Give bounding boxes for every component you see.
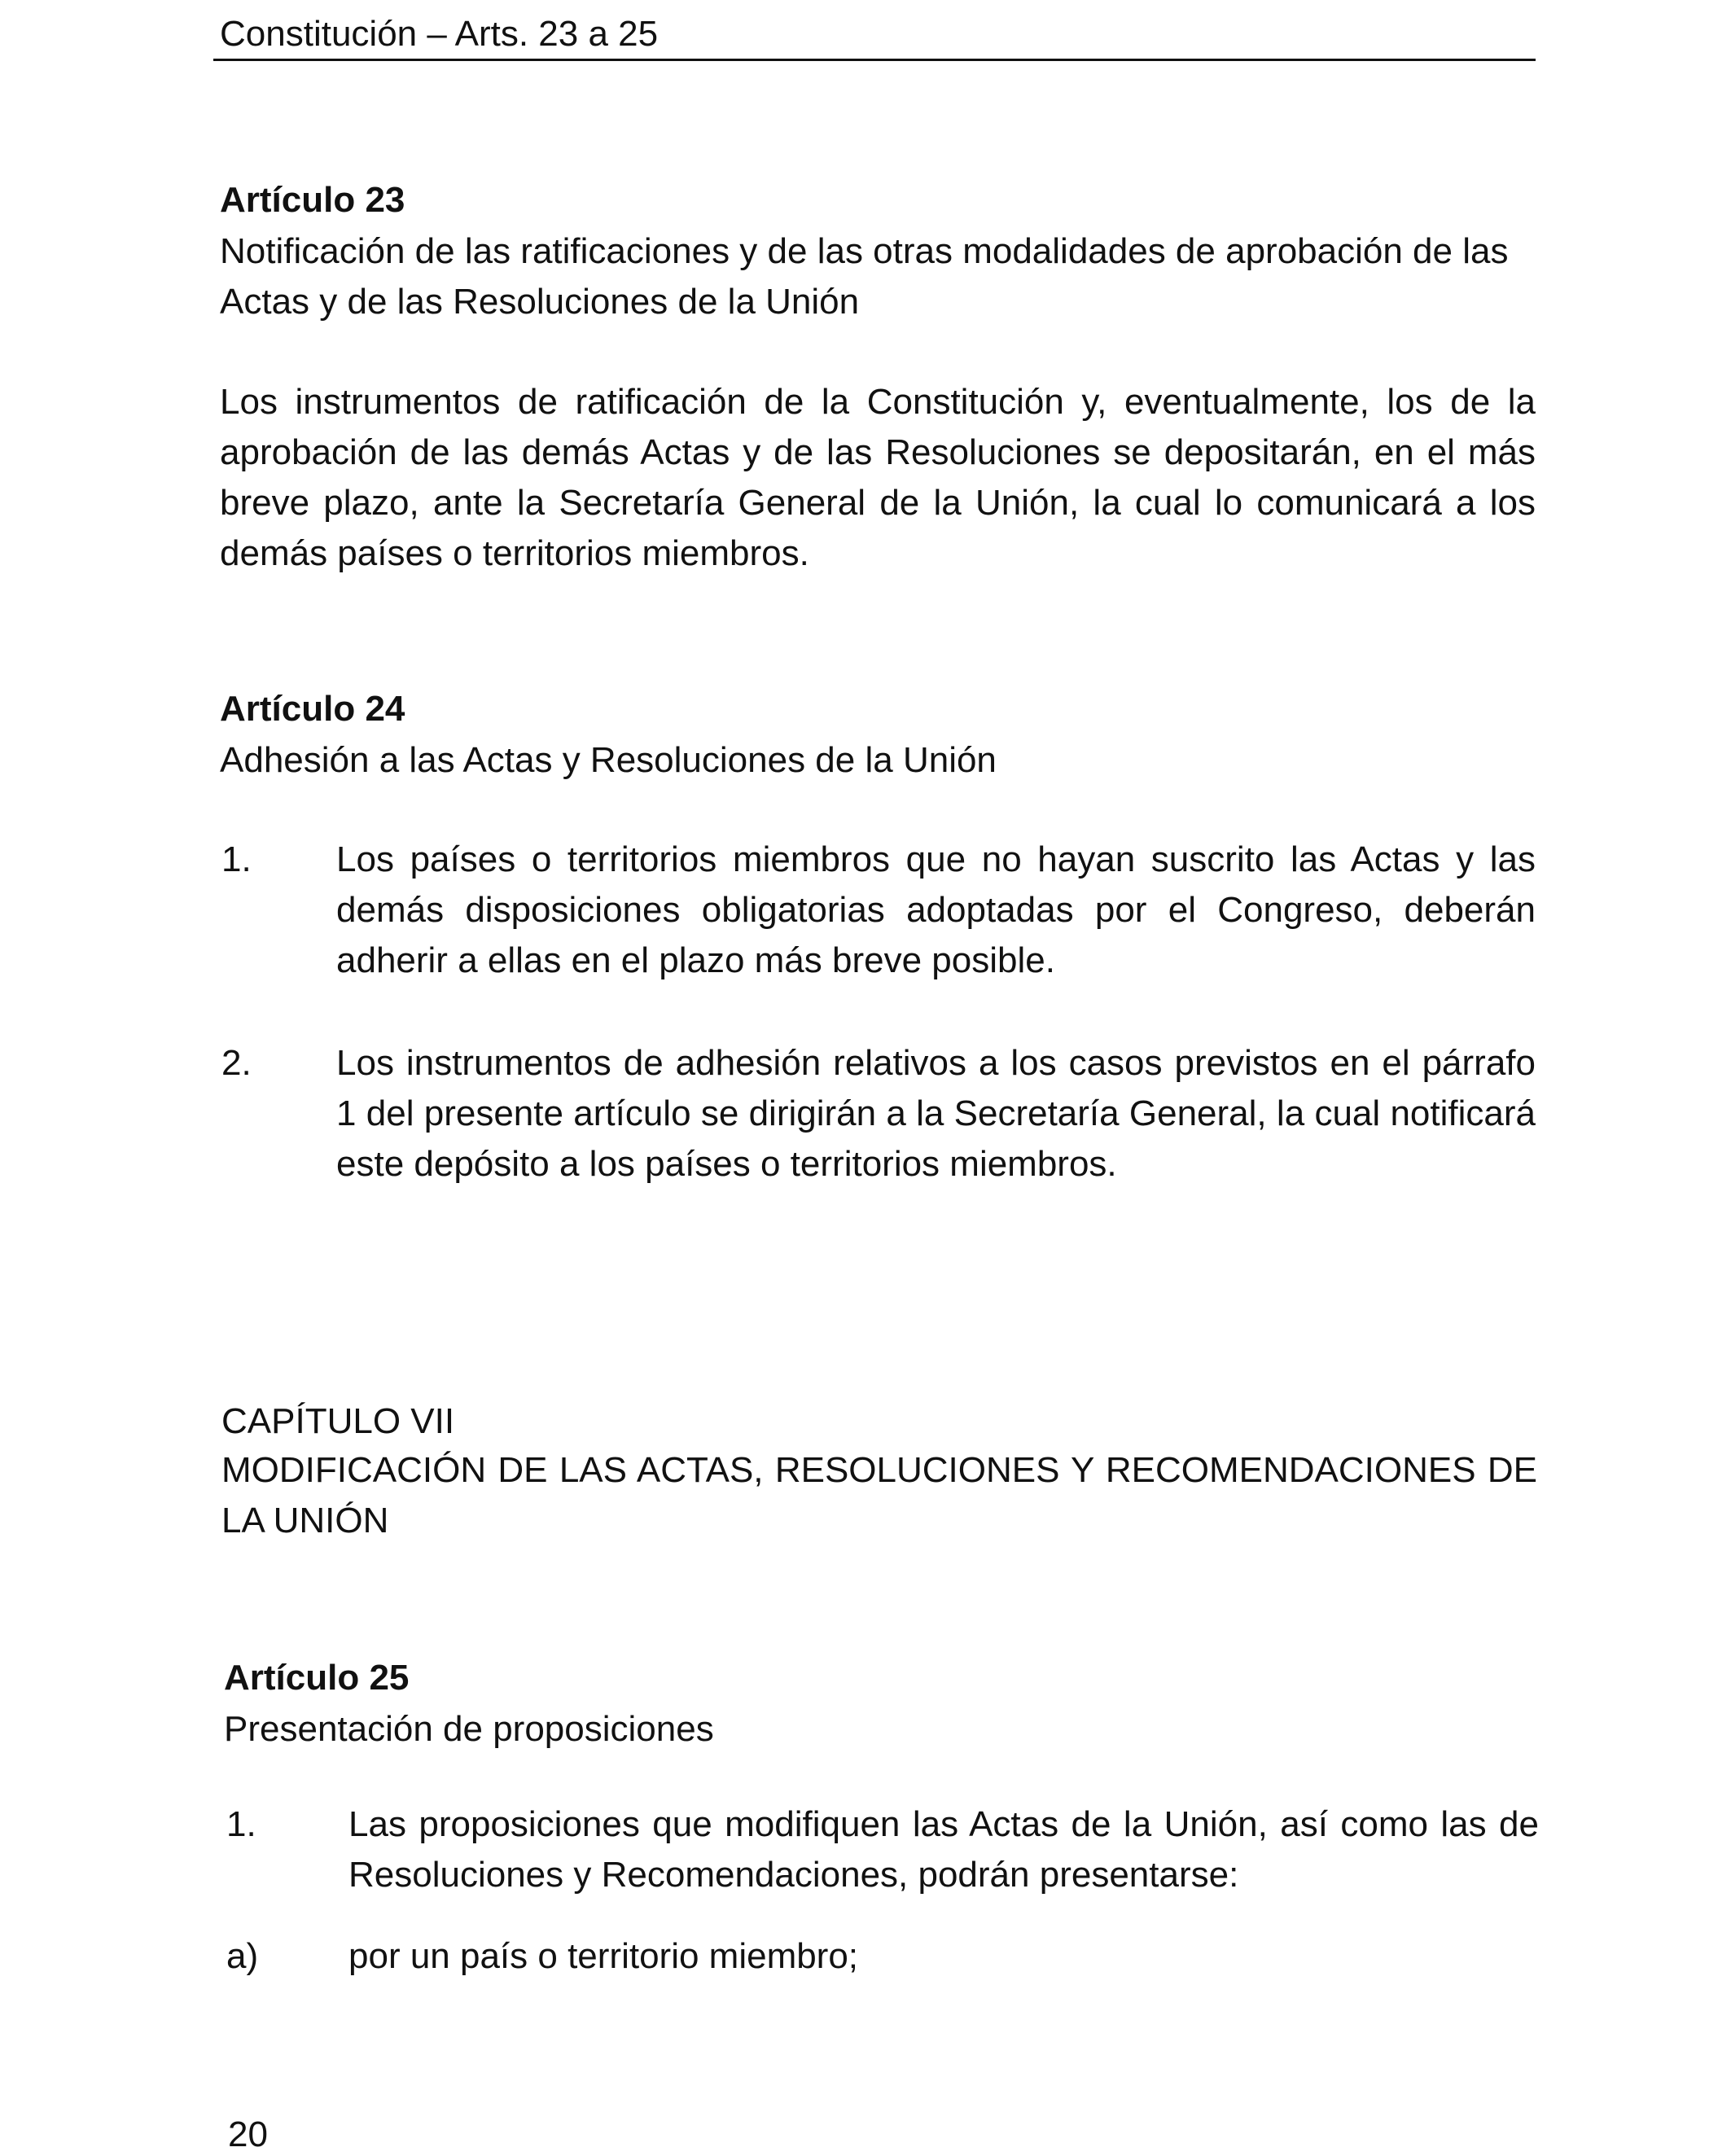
article-23-title: Notificación de las ratificaciones y de las otras modalidades de aprobación de las Actas y de las Resoluciones de la Unión (220, 231, 1509, 322)
article-24-title: Adhesión a las Actas y Resoluciones de la Unión (220, 740, 997, 780)
article-24-item-1-text: Los países o territorios miembros que no hayan suscrito las Actas y las demás disposiciones obligatorias adoptadas por el Congreso, deberán adherir a ellas en el plazo más breve posible. (336, 839, 1536, 980)
page-number: 20 (228, 2114, 268, 2154)
article-24-number: Artículo 24 (220, 689, 405, 729)
article-23-number: Artículo 23 (220, 180, 405, 220)
article-25-item-1-label: 1. (226, 1804, 256, 1844)
chapter-title: MODIFICACIÓN DE LAS ACTAS, RESOLUCIONES Y RECOMENDACIONES DE LA UNIÓN (221, 1450, 1537, 1540)
article-25-item-a-text: por un país o territorio miembro; (348, 1936, 859, 1976)
article-24-item-2-text: Los instrumentos de adhesión relativos a los casos previstos en el párrafo 1 del presente artículo se dirigirán a la Secretaría General, la cual notificará este depósito a los países o territorios miembros. (336, 1043, 1536, 1184)
running-header: Constitución – Arts. 23 a 25 (220, 14, 659, 54)
header-rule (213, 59, 1536, 61)
article-24-item-2-label: 2. (221, 1043, 252, 1083)
article-25-item-a-label: a) (226, 1936, 259, 1976)
article-23-body: Los instrumentos de ratificación de la Constitución y, eventualmente, los de la aprobación de las demás Actas y de las Resoluciones se depositarán, en el más breve plazo, ante la Secretaría General de la Unión, la cual lo comunicará a los demás países o territorios miembros. (220, 382, 1536, 573)
article-25-title: Presentación de proposiciones (224, 1709, 714, 1749)
article-25-number: Artículo 25 (224, 1658, 410, 1698)
article-25-item-1-text: Las proposiciones que modifiquen las Actas de la Unión, así como las de Resoluciones y Recomendaciones, podrán presentarse: (348, 1804, 1539, 1895)
article-24-item-1-label: 1. (221, 839, 252, 879)
chapter-label: CAPÍTULO VII (221, 1401, 455, 1441)
